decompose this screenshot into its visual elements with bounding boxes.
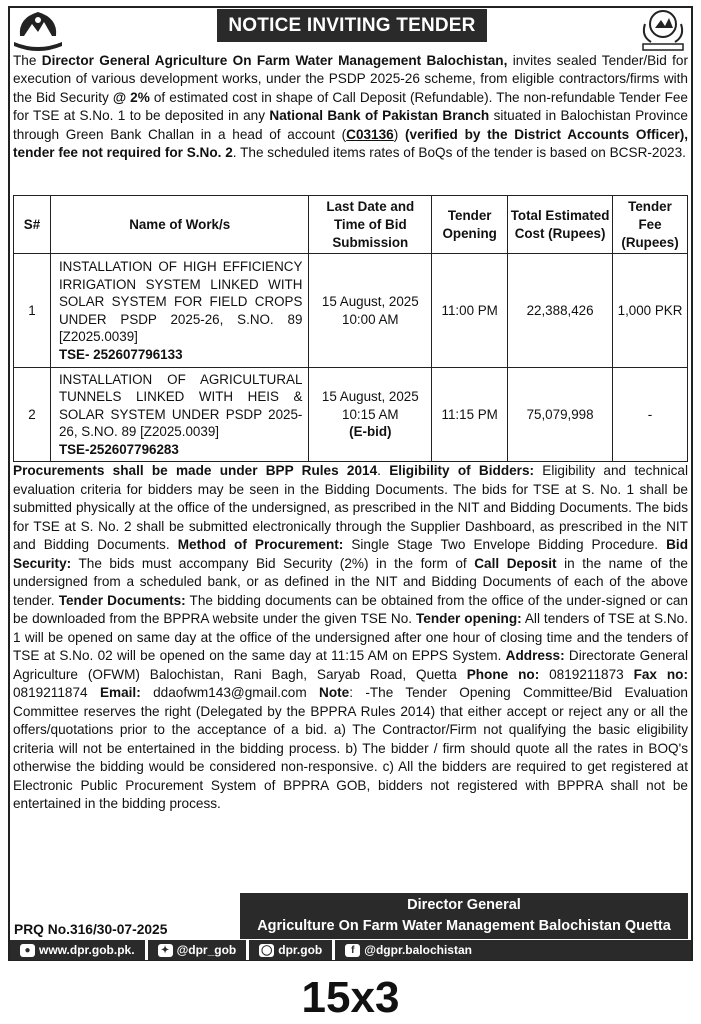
- ad-size-code: 15x3: [301, 973, 400, 1022]
- work-description: INSTALLATION OF HIGH EFFICIENCY IRRIGATION SYSTEM LINKED WITH SOLAR SYSTEM FOR FIELD CROPS UNDER PSDP 2025-26, S.NO. 89 [Z2025.0039]: [58, 259, 303, 344]
- text-run: of estimated cost in shape of Call Deposit (Refundable). The non-refundable Tender Fee for TSE at S.No. 1 to be deposited in any: [13, 89, 688, 124]
- cell-last-date: [309, 368, 432, 462]
- header-last-date: Last Date and Time of Bid Submission: [309, 196, 432, 254]
- submission-date: 15 August, 2025: [321, 389, 419, 405]
- text-run: 0819211874: [13, 685, 100, 700]
- submission-date: 15 August, 2025: [321, 294, 419, 309]
- text-run: Directorate General Agriculture (OFWM) Balochistan, Rani Bagh, Saryab Road, Quetta: [13, 648, 688, 682]
- facebook-handle: @dgpr.balochistan: [364, 943, 472, 957]
- government-emblem-right: [635, 6, 691, 54]
- government-emblem-left: [10, 6, 66, 54]
- intro-paragraph: [13, 52, 688, 162]
- footer-social-bar: [10, 940, 691, 960]
- submission-time: 10:15 AM: [342, 406, 399, 422]
- table-header-row: [14, 196, 688, 254]
- cell-opening: 11:15 PM: [432, 368, 508, 462]
- footer-website[interactable]: [10, 940, 145, 960]
- cell-work: [50, 254, 308, 368]
- cell-last-date: [309, 254, 432, 368]
- text-run: The bids must accompany Bid Security (2%) in the form of: [71, 555, 475, 571]
- text-run: (verified by the District Accounts Officer), tender fee not required for S.No. 2: [13, 126, 688, 161]
- text-run: Method of Procurement:: [177, 537, 344, 552]
- tse-number: TSE- 252607796133: [58, 346, 183, 362]
- text-run: invites sealed Tender/Bid for execution of various development works, under the PSDP 2025-26 scheme, from eligible contractors/firms with the Bid Security: [13, 53, 688, 105]
- text-run: Phone no:: [466, 666, 540, 682]
- cell-fee: -: [613, 368, 688, 462]
- text-run: Note: [319, 685, 350, 700]
- text-run: The bidding documents can be obtained from the office of the under-signed or can be downloaded from the BPPRA website under the given TSE No.: [13, 592, 688, 626]
- signature-block: [240, 893, 688, 939]
- facebook-icon: f: [345, 944, 360, 957]
- text-run: situated in Balochistan Province through Green Bank Challan in a head of account (: [13, 108, 688, 142]
- text-run: in the name of the undersigned from a scheduled bank, or as defined in the NIT and Bidding Documents of each of the above tender.: [13, 555, 688, 608]
- text-run: Eligibility and technical evaluation criteria for bidders may be seen in the Bidding Documents. The bids for TSE at S. No. 1 shall be submitted physically at the office of the undersigned, as prescribed in the NIT and Bidding Documents. The bids for TSE at S. No. 2 shall be submitted electronically through the Supplier Dashboard, as prescribed in the NIT and Bidding Documents.: [13, 463, 688, 552]
- cell-cost: 75,079,998: [508, 368, 613, 462]
- text-run: ): [393, 126, 405, 142]
- submission-mode: (E-bid): [349, 424, 392, 440]
- text-run: Address:: [505, 648, 565, 663]
- text-run: Single Stage Two Envelope Bidding Procedure.: [343, 537, 667, 552]
- header-tender-fee: Tender Fee (Rupees): [613, 196, 688, 254]
- table-row: [14, 368, 688, 462]
- text-run: Call Deposit: [474, 555, 557, 571]
- website-text: www.dpr.gob.pk.: [39, 943, 135, 957]
- text-run: Bid Security:: [13, 537, 688, 571]
- text-run: C03136: [346, 126, 394, 142]
- text-run: All tenders of TSE at S.No. 1 will be opened on same day at the office of the undersigned after one hour of closing time and the tenders of TSE at S.No. 02 will be opened on the same day at 11:15 AM on EPPS System.: [13, 611, 688, 663]
- cell-fee: 1,000 PKR: [613, 254, 688, 368]
- cell-work: [50, 368, 308, 462]
- twitter-icon: ✦: [158, 944, 173, 957]
- text-run: Procurements shall be made under BPP Rules 2014: [13, 463, 378, 478]
- text-run: The: [13, 53, 42, 68]
- text-run: : -The Tender Opening Committee/Bid Evaluation Committee reserves the right (Delegated by the BPPRA Rules 2014) that either accept or reject any or all the offers/quotations prior to the acceptance of a bid. a) The Contractor/Firm not qualifying the basic eligibility criteria will not be entertained in the bidding process. b) The bidder / firm should quote all the rates in BOQ's otherwise the bidding would be considered non-responsive. c) All the bidders are required to get registered at Electronic Public Procurement System of BPPRA GOB, bidders not registered with BPPRA shall not be entertained in the bidding process.: [13, 685, 688, 811]
- header-tender-opening: Tender Opening: [432, 196, 508, 254]
- instagram-icon: ◯: [261, 944, 273, 956]
- text-run: .: [377, 463, 390, 478]
- text-run: Eligibility of Bidders:: [389, 463, 535, 478]
- signature-title: Director General: [407, 897, 521, 913]
- cell-sno: 1: [14, 254, 51, 368]
- tender-table: [13, 195, 688, 462]
- signature-office: Agriculture On Farm Water Management Balochistan Quetta: [257, 918, 671, 934]
- prq-number: PRQ No.316/30-07-2025: [14, 922, 168, 937]
- text-run: 0819211873: [539, 666, 634, 682]
- text-run: @ 2%: [112, 89, 150, 105]
- work-description: INSTALLATION OF AGRICULTURAL TUNNELS LINKED WITH HEIS & SOLAR SYSTEM UNDER PSDP 2025-26, S.NO. 89 [Z2025.0039]: [58, 371, 303, 440]
- globe-icon: ●: [20, 944, 35, 957]
- footer-twitter[interactable]: [148, 940, 247, 960]
- terms-paragraph: [13, 462, 688, 814]
- footer-facebook[interactable]: [335, 940, 482, 960]
- instagram-handle: dpr.gob: [278, 943, 323, 957]
- text-run: . The scheduled items rates of BoQs of the tender is based on BCSR-2023.: [232, 145, 686, 161]
- footer-instagram[interactable]: [249, 940, 332, 960]
- text-run: Email:: [99, 685, 141, 700]
- text-run: National Bank of Pakistan Branch: [269, 108, 490, 124]
- header-sno: S#: [14, 196, 51, 254]
- text-run: Tender Documents:: [58, 592, 186, 608]
- table-row: [14, 254, 688, 368]
- text-run: Tender opening:: [416, 611, 522, 626]
- cell-sno: 2: [14, 368, 51, 462]
- twitter-handle: @dpr_gob: [176, 943, 237, 957]
- text-run: Fax no:: [633, 666, 688, 682]
- notice-title-banner: NOTICE INVITING TENDER: [217, 9, 487, 42]
- header-name-of-work: Name of Work/s: [50, 196, 308, 254]
- submission-time: 10:00 AM: [342, 311, 399, 327]
- header-estimated-cost: Total Estimated Cost (Rupees): [508, 196, 613, 254]
- tse-number: TSE-252607796283: [58, 441, 179, 457]
- text-run: Director General Agriculture On Farm Water Management Balochistan,: [41, 53, 508, 68]
- cell-opening: 11:00 PM: [432, 254, 508, 368]
- cell-cost: 22,388,426: [508, 254, 613, 368]
- text-run: ddaofwm143@gmail.com: [140, 685, 319, 700]
